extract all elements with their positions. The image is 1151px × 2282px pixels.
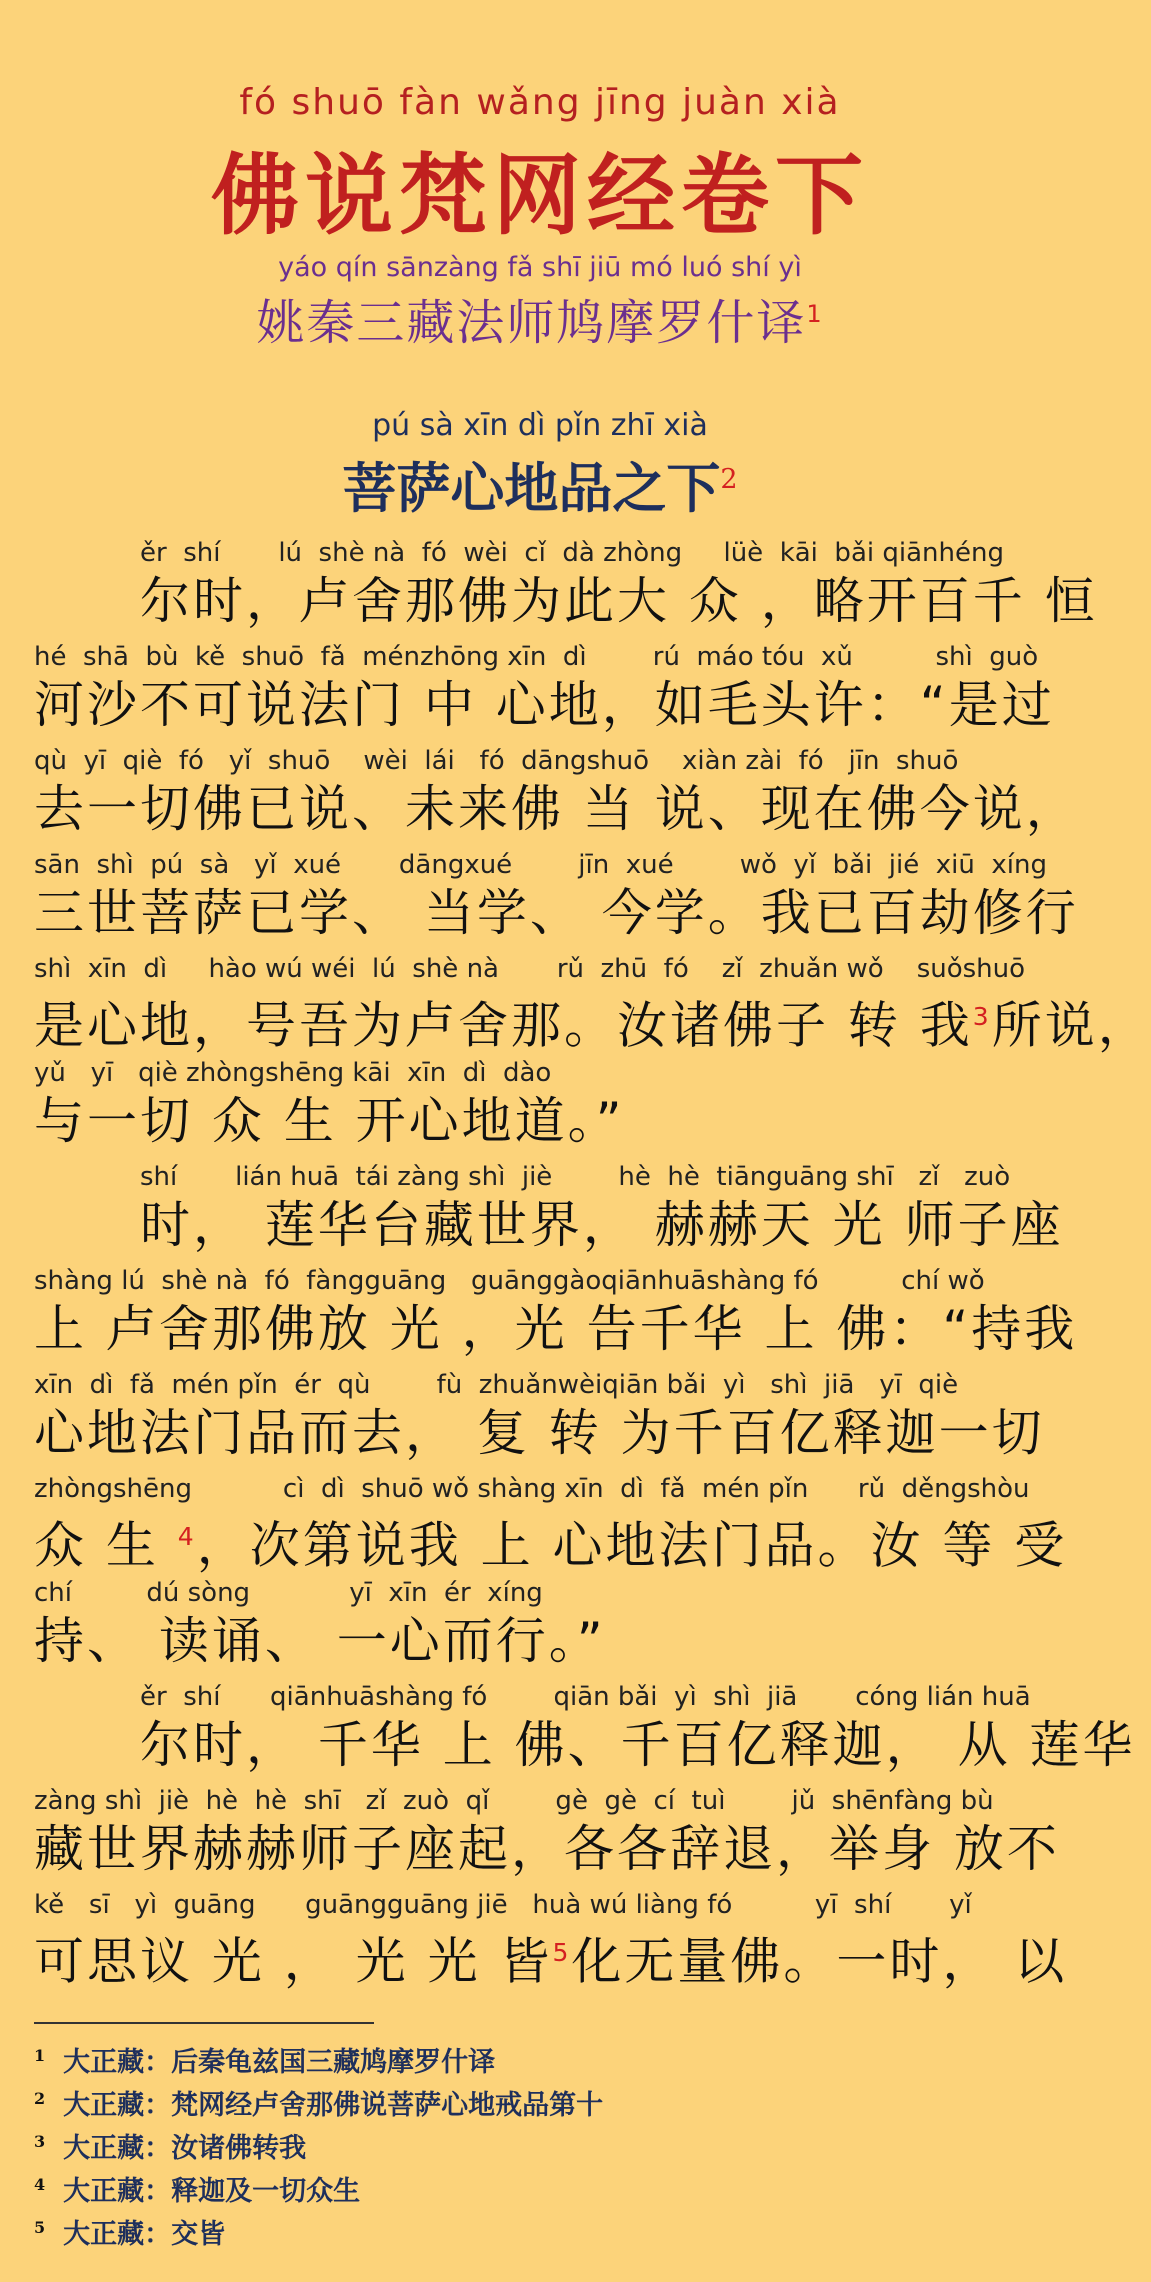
text-line [34, 1682, 1136, 1774]
line-pinyin: qù yī qiè fó yǐ shuō wèi lái fó dāngshuō xiàn zài fó jīn shuō [34, 746, 959, 776]
line-text [34, 1196, 1064, 1254]
line-text-part: 持、 读诵、 一心而行。” [34, 1612, 606, 1670]
line-pinyin: kě sī yì guāng guāngguāng jiē huà wú liàng fó yī shí yǐ [34, 1890, 972, 1920]
footnote-marker: 4 [177, 1522, 197, 1551]
line-text-part: 藏世界赫赫师子座起，各各辞退，举身 放不 [34, 1820, 1060, 1878]
footnote-item [34, 2120, 1046, 2163]
text-line [34, 1786, 1060, 1878]
line-text [34, 990, 1151, 1055]
section-title-text: 菩萨心地品之下 [342, 456, 721, 520]
text-line [34, 1890, 1068, 1991]
line-pinyin: xīn dì fǎ mén pǐn ér qù fù zhuǎnwèiqiān bǎi yì shì jiā yī qiè [34, 1370, 959, 1400]
text-line [34, 538, 1098, 630]
line-text [34, 1716, 1136, 1774]
footnote-item [34, 2163, 1046, 2206]
text-line [34, 746, 1079, 838]
line-text [34, 780, 1079, 838]
line-text-part: 所说， [991, 996, 1151, 1055]
line-text [34, 1406, 1046, 1460]
text-line [34, 1474, 1068, 1575]
line-text [34, 1926, 1068, 1991]
line-text [34, 572, 1098, 630]
footnote-item [34, 2034, 1046, 2077]
text-line [34, 1162, 1064, 1254]
line-text-part: 众 生 [34, 1516, 178, 1575]
line-text-part: 上 卢舍那佛放 光 ，光 告千华 上 佛：“持我 [34, 1300, 1078, 1358]
line-pinyin: zhòngshēng cì dì shuō wǒ shàng xīn dì fǎ mén pǐn rǔ děngshòu [34, 1474, 1030, 1504]
line-pinyin: ěr shí qiānhuāshàng fó qiān bǎi yì shì jiā cóng lián huā [140, 1682, 1031, 1712]
section-pinyin: pú sà xīn dì pǐn zhī xià [372, 408, 708, 443]
text-line [34, 1370, 1046, 1460]
footnote-number: 1 [34, 2046, 46, 2065]
line-text [34, 1094, 1046, 1148]
footnote-item [34, 2077, 1046, 2120]
line-pinyin: chí dú sòng yī xīn ér xíng [34, 1578, 543, 1608]
footnote-item [34, 2206, 1046, 2249]
line-pinyin: shí lián huā tái zàng shì jiè hè hè tiānguāng shī zǐ zuò [140, 1162, 1011, 1192]
title-pinyin: fó shuō fàn wǎng jīng juàn xià [239, 82, 841, 123]
translator-text: 姚秦三藏法师鸠摩罗什译 [256, 295, 807, 351]
line-text-part: 时， 莲华台藏世界， 赫赫天 光 师子座 [140, 1196, 1064, 1254]
footnote-text: 大正藏：梵网经卢舍那佛说菩萨心地戒品第十 [63, 2090, 604, 2121]
line-text-part: 河沙不可说法门 中 心地，如毛头许：“是过 [34, 676, 1055, 734]
footnote-text: 大正藏：交皆 [63, 2219, 226, 2250]
line-text-part: 可思议 光 ， 光 光 皆 [34, 1932, 553, 1991]
translator-line [0, 284, 1080, 353]
line-text [34, 676, 1055, 734]
text-line [34, 1058, 1046, 1148]
line-text [34, 1510, 1068, 1575]
line-pinyin: zàng shì jiè hè hè shī zǐ zuò qǐ gè gè cí tuì jǔ shēnfàng bù [34, 1786, 994, 1816]
line-text-part: 是心地，号吾为卢舍那。汝诸佛子 转 我 [34, 996, 973, 1055]
footnote-marker: 3 [972, 1002, 992, 1031]
footnote-text: 大正藏：汝诸佛转我 [63, 2133, 307, 2164]
footnote-list [34, 2034, 1046, 2249]
footnote-text: 大正藏：后秦龟兹国三藏鸠摩罗什译 [63, 2047, 496, 2078]
text-line [34, 642, 1055, 734]
line-pinyin: sān shì pú sà yǐ xué dāngxué jīn xué wǒ yǐ bǎi jié xiū xíng [34, 850, 1047, 880]
footnote-marker: 1 [806, 300, 824, 328]
translator-pinyin: yáo qín sānzàng fǎ shī jiū mó luó shí yì [278, 252, 802, 283]
line-pinyin: shì xīn dì hào wú wéi lú shè nà rǔ zhū fó zǐ zhuǎn wǒ suǒshuō [34, 954, 1026, 984]
line-text-part: ，次第说我 上 心地法门品。汝 等 受 [196, 1516, 1068, 1575]
text-line [34, 1578, 1046, 1668]
footnote-marker: 2 [720, 464, 738, 495]
line-text-part: 尔时， 千华 上 佛、千百亿释迦， 从 莲华 [140, 1716, 1136, 1774]
footnote-marker: 5 [552, 1938, 572, 1967]
line-text-part: 去一切佛已说、未来佛 当 说、现在佛今说， [34, 780, 1079, 838]
text-line [34, 850, 1079, 942]
line-text-part: 尔时，卢舍那佛为此大 众 ，略开百千 恒 [140, 572, 1098, 630]
line-text-part: 三世菩萨已学、 当学、 今学。我已百劫修行 [34, 884, 1079, 942]
line-text [34, 1614, 1046, 1668]
line-pinyin: yǔ yī qiè zhòngshēng kāi xīn dì dào [34, 1058, 552, 1088]
text-line [34, 954, 1151, 1055]
line-text [34, 884, 1079, 942]
line-text-part: 与一切 众 生 开心地道。” [34, 1092, 625, 1150]
line-text [34, 1820, 1060, 1878]
footnote-number: 5 [34, 2218, 46, 2237]
footnote-text: 大正藏：释迦及一切众生 [63, 2176, 361, 2207]
page-title: 佛说梵网经卷下 [210, 143, 869, 247]
line-text-part: 心地法门品而去， 复 转 为千百亿释迦一切 [34, 1404, 1045, 1462]
footnote-number: 3 [34, 2132, 46, 2151]
line-pinyin: hé shā bù kě shuō fǎ ménzhōng xīn dì rú máo tóu xǔ shì guò [34, 642, 1039, 672]
footnote-divider [34, 2022, 374, 2024]
line-pinyin: shàng lú shè nà fó fàngguāng guānggàoqiānhuāshàng fó chí wǒ [34, 1266, 985, 1296]
section-title [0, 446, 1080, 523]
footnote-number: 4 [34, 2175, 46, 2194]
text-line [34, 1266, 1078, 1358]
line-text [34, 1300, 1078, 1358]
footnote-number: 2 [34, 2089, 46, 2108]
line-pinyin: ěr shí lú shè nà fó wèi cǐ dà zhòng lüè kāi bǎi qiānhéng [140, 538, 1004, 568]
line-text-part: 化无量佛。一时， 以 [571, 1932, 1068, 1991]
